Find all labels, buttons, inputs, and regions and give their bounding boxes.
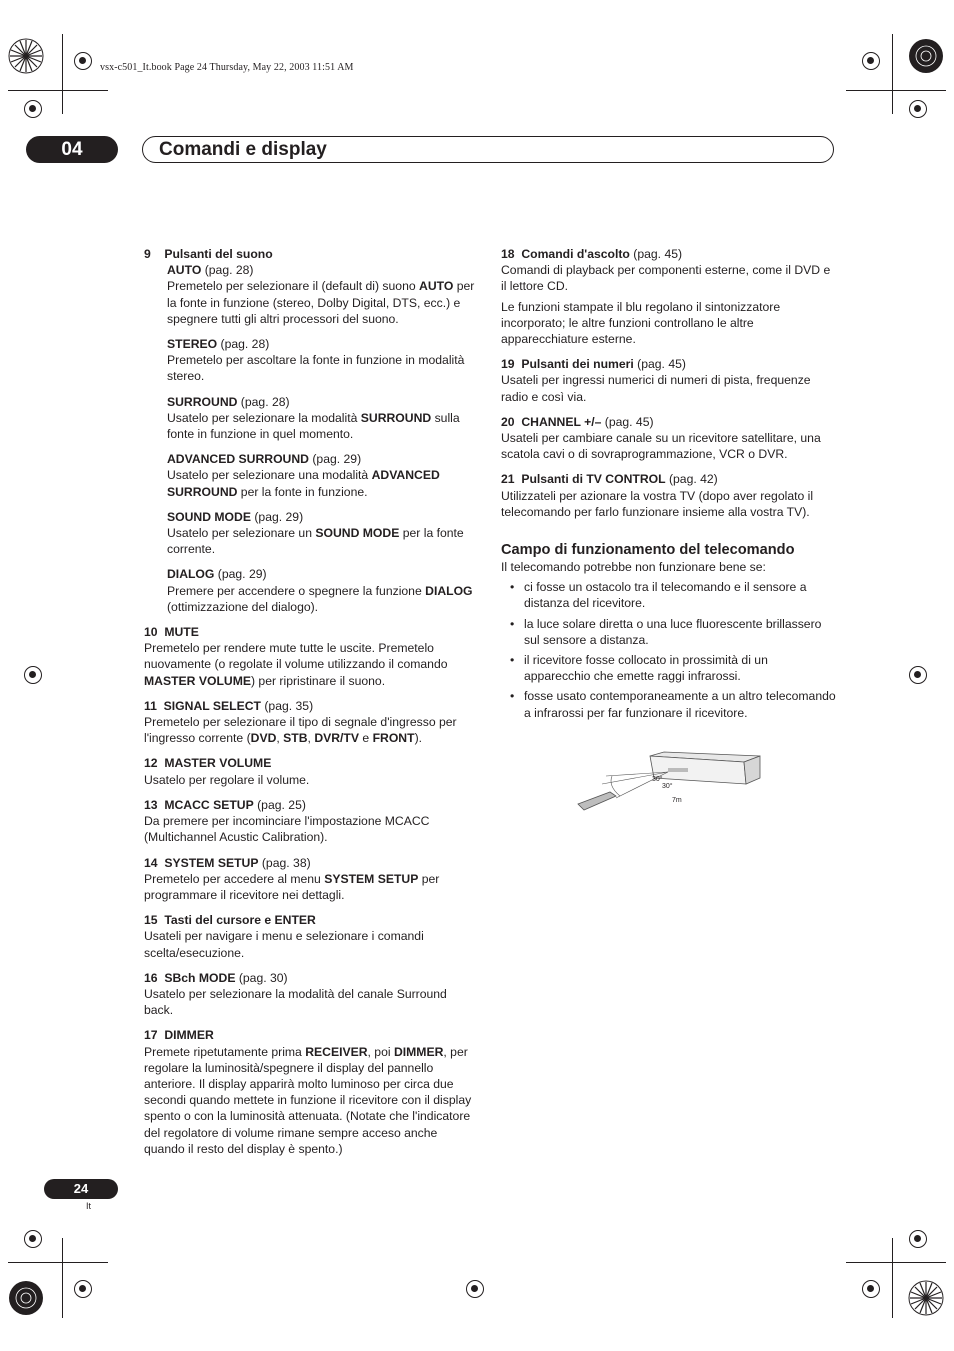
remote-range-list — [501, 579, 836, 721]
angle-label-2: 30° — [662, 783, 673, 790]
surround-entry: SURROUND (pag. 28) Usatelo per selezionare la modalità SURROUND sulla fonte in funzione in quel momento. — [167, 394, 460, 442]
print-info-line: vsx-c501_It.book Page 24 Thursday, May 22, 2003 11:51 AM — [100, 62, 354, 73]
remote-control-icon — [578, 792, 616, 810]
remote-range-illustration — [572, 748, 764, 812]
starburst-mark-tr — [908, 38, 944, 74]
receiver-unit — [650, 752, 760, 784]
chapter-number: 04 — [26, 136, 118, 163]
language-code: It — [86, 1201, 92, 1211]
section-9-heading: 9 Pulsanti del suono — [144, 247, 273, 261]
sound-mode-entry: SOUND MODE (pag. 29) Usatelo per selezionare un SOUND MODE per la fonte corrente. — [167, 509, 464, 557]
list-item: • fosse usato contemporaneamente a un altro telecomando a infrarossi per far funzionare il ricevitore. — [524, 688, 836, 720]
chapter-title: Comandi e display — [159, 139, 327, 160]
section-12: 12 MASTER VOLUME Usatelo per regolare il volume. — [144, 756, 310, 787]
section-21: 21 Pulsanti di TV CONTROL (pag. 42) Utilizzateli per azionare la vostra TV (dopo aver regolato il telecomando per farlo funzionare insieme alla vostra TV). — [501, 472, 814, 519]
chapter-title-box — [142, 136, 834, 163]
section-16: 16 SBch MODE (pag. 30) Usatelo per selezionare la modalità del canale Surround back. — [144, 970, 447, 1018]
distance-label: 7m — [672, 797, 682, 804]
list-item: • ci fosse un ostacolo tra il telecomando e il sensore a distanza del ricevitore. — [524, 579, 836, 611]
right-column — [501, 246, 836, 725]
starburst-mark-tl — [8, 38, 44, 74]
section-19: 19 Pulsanti dei numeri (pag. 45) Usateli per ingressi numerici di numeri di pista, frequenze radio e così via. — [501, 357, 811, 404]
section-18: 18 Comandi d'ascolto (pag. 45) Comandi di playback per componenti esterne, come il DVD e il lettore CD. Le funzioni stampate il blu regolano il sintonizzatore incorporato; le altre funzioni controllano le altre apparecchiature esterne. — [501, 247, 831, 347]
page-number: 24 — [44, 1179, 118, 1199]
angle-label-1: 30° — [652, 776, 663, 783]
section-20: 20 CHANNEL +/– (pag. 45) Usateli per cambiare canale su un ricevitore satellitare, una scatola cavi o di sovraprogrammazione, VCR o DVR. — [501, 414, 821, 462]
section-17: 17 DIMMER Premete ripetutamente prima RECEIVER, poi DIMMER, per regolare la luminosità/spegnere il display del pannello anteriore. Il display apparirà molto luminoso per circa due secondi quando mettete in funzione il ricevitore con il display spento o con la luminosità attenuata. (Notate che l'indicatore del regolatore di volume rimane sempre acceso anche quando il resto del display è spento.) — [144, 1028, 472, 1156]
section-11: 11 SIGNAL SELECT (pag. 35) Premetelo per selezionare il tipo di segnale d'ingresso per l'ingresso corrente (DVD, STB, DVR/TV e FRONT). — [144, 698, 457, 746]
remote-range-heading: Campo di funzionamento del telecomando — [501, 542, 795, 559]
list-item: • il ricevitore fosse collocato in prossimità di un apparecchio che emette raggi infrarossi. — [524, 652, 836, 684]
section-14: 14 SYSTEM SETUP (pag. 38) Premetelo per accedere al menu SYSTEM SETUP per programmare il ricevitore nei dettagli. — [144, 855, 440, 902]
section-13: 13 MCACC SETUP (pag. 25) Da premere per incominciare l'impostazione MCACC (Multichannel Acustic Calibration). — [144, 797, 430, 845]
advanced-surround-entry: ADVANCED SURROUND (pag. 29) Usatelo per selezionare una modalità ADVANCED SURROUND per la fonte in funzione. — [167, 452, 440, 499]
section-15: 15 Tasti del cursore e ENTER Usateli per navigare i menu e selezionare i comandi scelta/esecuzione. — [144, 913, 424, 960]
left-column — [144, 246, 479, 1166]
starburst-mark-bl — [8, 1280, 44, 1316]
section-10: 10 MUTE Premetelo per rendere mute tutte le uscite. Premetelo nuovamente (o regolate il volume utilizzando il comando MASTER VOLUME) per ripristinare il suono. — [144, 625, 448, 688]
remote-range-intro: Il telecomando potrebbe non funzionare bene se: — [501, 560, 766, 575]
auto-entry: AUTO (pag. 28) Premetelo per selezionare il (default di) suono AUTO per la fonte in funzione (stereo, Dolby Digital, DTS, ecc.) e spegnere tutti gli altri processori del suono. — [167, 263, 475, 326]
stereo-entry: STEREO (pag. 28) Premetelo per ascoltare la fonte in funzione in modalità stereo. — [167, 337, 465, 384]
list-item: • la luce solare diretta o una luce fluorescente brillassero sul sensore a distanza. — [524, 616, 836, 648]
starburst-mark-br — [908, 1280, 944, 1316]
dialog-entry: DIALOG (pag. 29) Premere per accendere o spegnere la funzione DIALOG (ottimizzazione del dialogo). — [167, 567, 473, 614]
